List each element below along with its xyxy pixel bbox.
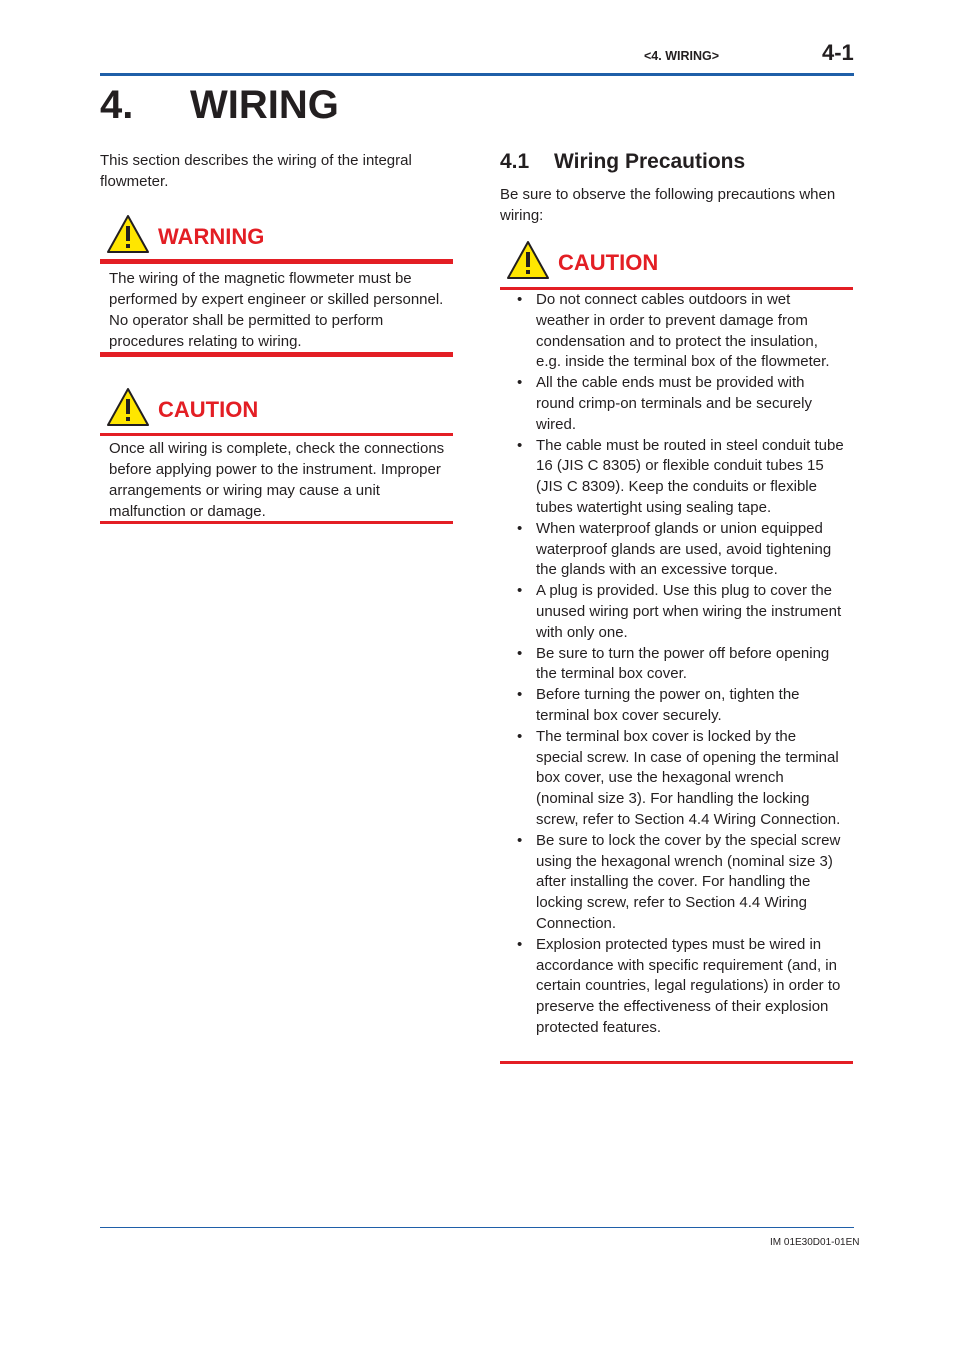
page-number: 4-1: [822, 40, 854, 65]
caution-text-left: Once all wiring is complete, check the connections before applying power to the instrument. Improper arrangements or wiring may cause a unit malfunction or damage.: [109, 440, 445, 520]
section-number: 4.1: [500, 150, 530, 173]
section-title: Wiring Precautions: [554, 150, 746, 173]
document-number: IM 01E30D01-01EN: [770, 1237, 860, 1248]
caution-left-bottom-rule: [100, 521, 453, 524]
list-item: • Be sure to turn the power off before opening the terminal box cover.: [500, 644, 853, 686]
list-item: • Before turning the power on, tighten the terminal box cover securely.: [500, 685, 853, 727]
caution-right-bottom-rule: [500, 1061, 853, 1064]
caution-label-right: CAUTION: [558, 250, 659, 275]
warning-triangle-icon: [106, 214, 150, 254]
header-divider: [100, 73, 854, 76]
caution-heading-left: [100, 387, 453, 437]
footer-divider: [100, 1227, 854, 1228]
caution-label-left: CAUTION: [158, 397, 259, 422]
warning-heading: [100, 214, 453, 264]
list-item: • All the cable ends must be provided with round crimp-on terminals and be securely wired.: [500, 373, 853, 435]
chapter-title: WIRING: [190, 83, 339, 127]
warning-label: WARNING: [158, 224, 265, 249]
warning-bottom-rule: [100, 352, 453, 357]
running-header-section: <4. WIRING>: [644, 49, 720, 63]
list-item: • The terminal box cover is locked by the special screw. In case of opening the terminal box cover, use the hexagonal wrench (nominal size 3). For handling the locking screw, refer to Section 4.4 Wiring Connection.: [500, 727, 853, 831]
warning-triangle-icon: [506, 240, 550, 280]
caution-left-top-rule: [100, 433, 453, 436]
warning-top-rule: [100, 259, 453, 264]
section-intro: Be sure to observe the following precautions when wiring:: [500, 186, 836, 224]
section-heading: [500, 150, 745, 174]
warning-text: The wiring of the magnetic flowmeter must be performed by expert engineer or skilled personnel. No operator shall be permitted to perform procedures relating to wiring.: [109, 270, 444, 350]
list-item: • When waterproof glands or union equipped waterproof glands are used, avoid tightening the glands with an excessive torque.: [500, 519, 853, 581]
list-item: • The cable must be routed in steel conduit tube 16 (JIS C 8305) or flexible conduit tubes 15 (JIS C 8309). Keep the conduits or flexible tubes watertight using sealing tape.: [500, 436, 853, 519]
list-item: • A plug is provided. Use this plug to cover the unused wiring port when wiring the instrument with only one.: [500, 581, 853, 643]
caution-list: [500, 290, 853, 1039]
list-item: • Be sure to lock the cover by the special screw using the hexagonal wrench (nominal size 3) after installing the cover. For handling the locking screw, refer to Section 4.4 Wiring Connection.: [500, 831, 853, 935]
warning-triangle-icon: [106, 387, 150, 427]
list-item: • Explosion protected types must be wired in accordance with specific requirement (and, in certain countries, legal regulations) in order to preserve the effectiveness of their explosion protected features.: [500, 935, 853, 1039]
list-item: • Do not connect cables outdoors in wet weather in order to prevent damage from condensation and to protect the insulation, e.g. inside the terminal box of the flowmeter.: [500, 290, 853, 373]
chapter-intro: This section describes the wiring of the integral flowmeter.: [100, 152, 412, 190]
chapter-number: 4.: [100, 83, 134, 127]
caution-heading-right: [500, 240, 853, 290]
